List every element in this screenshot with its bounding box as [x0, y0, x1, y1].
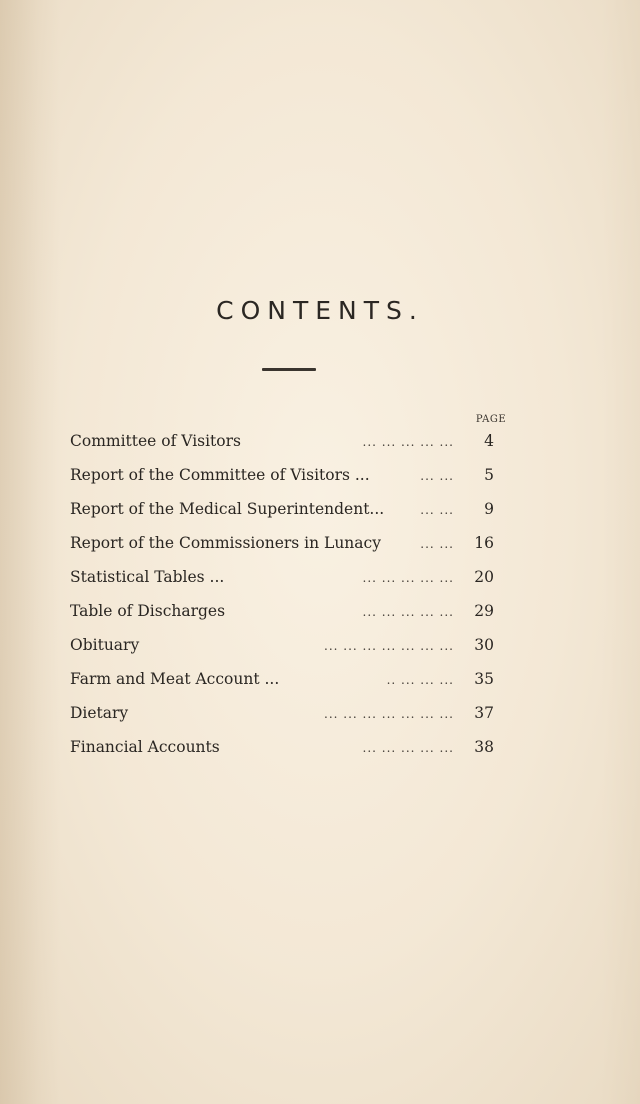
- toc-leader-dots: ... ...: [420, 537, 454, 551]
- toc-leader-dots: .. ... ... ...: [386, 673, 454, 687]
- toc-entry: [70, 495, 494, 529]
- toc-entry-title: Statistical Tables ...: [70, 568, 225, 586]
- toc-entry: [70, 529, 494, 563]
- toc-leader-dots: ... ...: [420, 503, 454, 517]
- toc-entry-title: Table of Discharges: [70, 602, 226, 620]
- toc-leader-dots: ... ... ... ... ... ... ...: [324, 639, 454, 653]
- toc-entry-page: 37: [474, 704, 494, 722]
- contents-heading: CONTENTS.: [216, 296, 424, 325]
- toc-entry: [70, 665, 494, 699]
- toc-entry-page: 29: [474, 602, 494, 620]
- toc-entry-title: Farm and Meat Account ...: [70, 670, 280, 688]
- toc-entry-page: 5: [484, 466, 494, 484]
- toc-entry: [70, 563, 494, 597]
- toc-entry-page: 4: [484, 432, 494, 450]
- toc-leader-dots: ... ...: [420, 469, 454, 483]
- toc-entry: [70, 597, 494, 631]
- paper-stain: [0, 0, 60, 1104]
- toc-leader-dots: ... ... ... ... ...: [362, 571, 454, 585]
- page-column-label: PAGE: [475, 414, 507, 425]
- toc-leader-dots: ... ... ... ... ... ... ...: [324, 707, 454, 721]
- toc-entry-page: 35: [474, 670, 494, 688]
- toc-entry: [70, 461, 494, 495]
- toc-entry-title: Dietary: [70, 704, 129, 722]
- toc-entry-title: Committee of Visitors: [70, 432, 241, 450]
- toc-entry-page: 9: [484, 500, 494, 518]
- toc-leader-dots: ... ... ... ... ...: [362, 605, 454, 619]
- table-of-contents: [70, 427, 494, 767]
- toc-entry: [70, 631, 494, 665]
- heading-rule: [262, 368, 316, 371]
- toc-entry: [70, 427, 494, 461]
- toc-entry-page: 16: [474, 534, 494, 552]
- toc-entry-page: 38: [474, 738, 494, 756]
- toc-entry-title: Financial Accounts: [70, 738, 220, 756]
- toc-entry-page: 30: [474, 636, 494, 654]
- toc-entry-title: Report of the Commissioners in Lunacy: [70, 534, 381, 552]
- toc-entry-title: Report of the Committee of Visitors ...: [70, 466, 370, 484]
- toc-entry-title: Obituary: [70, 636, 140, 654]
- toc-leader-dots: ... ... ... ... ...: [362, 435, 454, 449]
- toc-entry-page: 20: [474, 568, 494, 586]
- toc-entry: [70, 699, 494, 733]
- toc-leader-dots: ... ... ... ... ...: [362, 741, 454, 755]
- toc-entry-title: Report of the Medical Superintendent...: [70, 500, 385, 518]
- toc-entry: [70, 733, 494, 767]
